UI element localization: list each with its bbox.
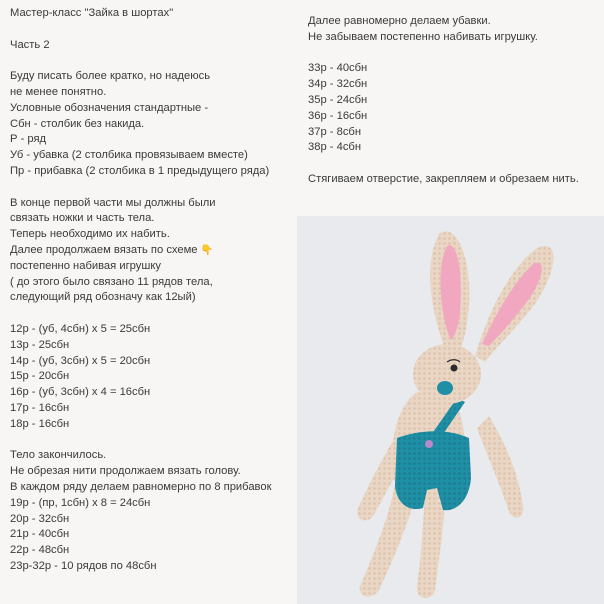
- head-instruction-line: В каждом ряду делаем равномерно по 8 прибавок: [10, 480, 272, 493]
- document-title: Мастер-класс "Зайка в шортах": [10, 7, 174, 19]
- body-instruction-line: ( до этого было связано 11 рядов тела,: [10, 275, 213, 288]
- bunny-toy-photo: [297, 216, 604, 604]
- pattern-row: 16р - (уб, 3сбн) х 4 = 16сбн: [10, 386, 151, 399]
- snout: [437, 381, 453, 395]
- pointing-down-icon: 👇: [200, 244, 214, 256]
- head: [413, 344, 481, 404]
- intro-line: не менее понятно.: [10, 85, 107, 98]
- right-ear: [475, 246, 554, 362]
- abbreviation-decrease: Уб - убавка (2 столбика провязываем вместе): [10, 149, 248, 162]
- pattern-row: 17р - 16сбн: [10, 401, 70, 414]
- eye: [451, 365, 458, 372]
- head-instruction-line: Тело закончилось.: [10, 449, 107, 462]
- body-instruction-line: постепенно набивая игрушку: [10, 259, 161, 272]
- pattern-row: 21р - 40сбн: [10, 528, 70, 541]
- pattern-row: 22р - 48сбн: [10, 544, 70, 557]
- body-instruction-line: следующий ряд обозначу как 12ый): [10, 291, 196, 304]
- pattern-row: 37р - 8сбн: [308, 125, 362, 138]
- pattern-row: 14р - (уб, 3сбн) х 5 = 20сбн: [10, 354, 151, 367]
- pattern-row: 34р - 32сбн: [308, 78, 368, 91]
- right-text-column: [308, 14, 600, 188]
- part-label: Часть 2: [10, 38, 50, 51]
- pattern-row: 20р - 32сбн: [10, 512, 70, 525]
- pattern-row: 19р - (пр, 1сбн) х 8 = 24сбн: [10, 496, 151, 509]
- pattern-row: 33р - 40сбн: [308, 62, 368, 75]
- pattern-row: 15р - 20сбн: [10, 370, 70, 383]
- finish-instruction: Стягиваем отверстие, закрепляем и обрезаем нить.: [308, 172, 579, 185]
- left-ear: [430, 231, 469, 356]
- right-leg: [417, 494, 445, 598]
- abbreviation-row: Р - ряд: [10, 133, 47, 146]
- bunny-illustration: [297, 216, 604, 604]
- body-instruction-line: связать ножки и часть тела.: [10, 212, 155, 225]
- abbreviation-sbn: Сбн - столбик без накида.: [10, 117, 145, 130]
- pattern-row: 18р - 16сбн: [10, 417, 70, 430]
- pattern-row: 35р - 24сбн: [308, 93, 368, 106]
- intro-line: Буду писать более кратко, но надеюсь: [10, 70, 211, 83]
- body-instruction-line: В конце первой части мы должны были: [10, 196, 216, 209]
- body-instruction-line: Теперь необходимо их набить.: [10, 228, 170, 241]
- decrease-intro-line: Не забываем постепенно набивать игрушку.: [308, 30, 538, 43]
- intro-line: Условные обозначения стандартные -: [10, 101, 209, 114]
- pattern-row: 12р - (уб, 4сбн) х 5 = 25сбн: [10, 322, 151, 335]
- right-arm: [477, 416, 523, 518]
- abbreviation-increase: Пр - прибавка (2 столбика в 1 предыдущего ряда): [10, 164, 270, 177]
- pattern-row: 38р - 4сбн: [308, 141, 362, 154]
- body-instruction-line: [10, 243, 300, 259]
- head-instruction-line: Не обрезая нити продолжаем вязать голову.: [10, 465, 241, 478]
- pattern-row: 23р-32р - 10 рядов по 48сбн: [10, 559, 157, 572]
- pattern-row: 36р - 16сбн: [308, 109, 368, 122]
- left-text-column: [10, 6, 300, 575]
- body-instruction-text: Далее продолжаем вязать по схеме: [10, 243, 198, 256]
- pattern-row: 13р - 25сбн: [10, 338, 70, 351]
- decrease-intro-line: Далее равномерно делаем убавки.: [308, 15, 491, 27]
